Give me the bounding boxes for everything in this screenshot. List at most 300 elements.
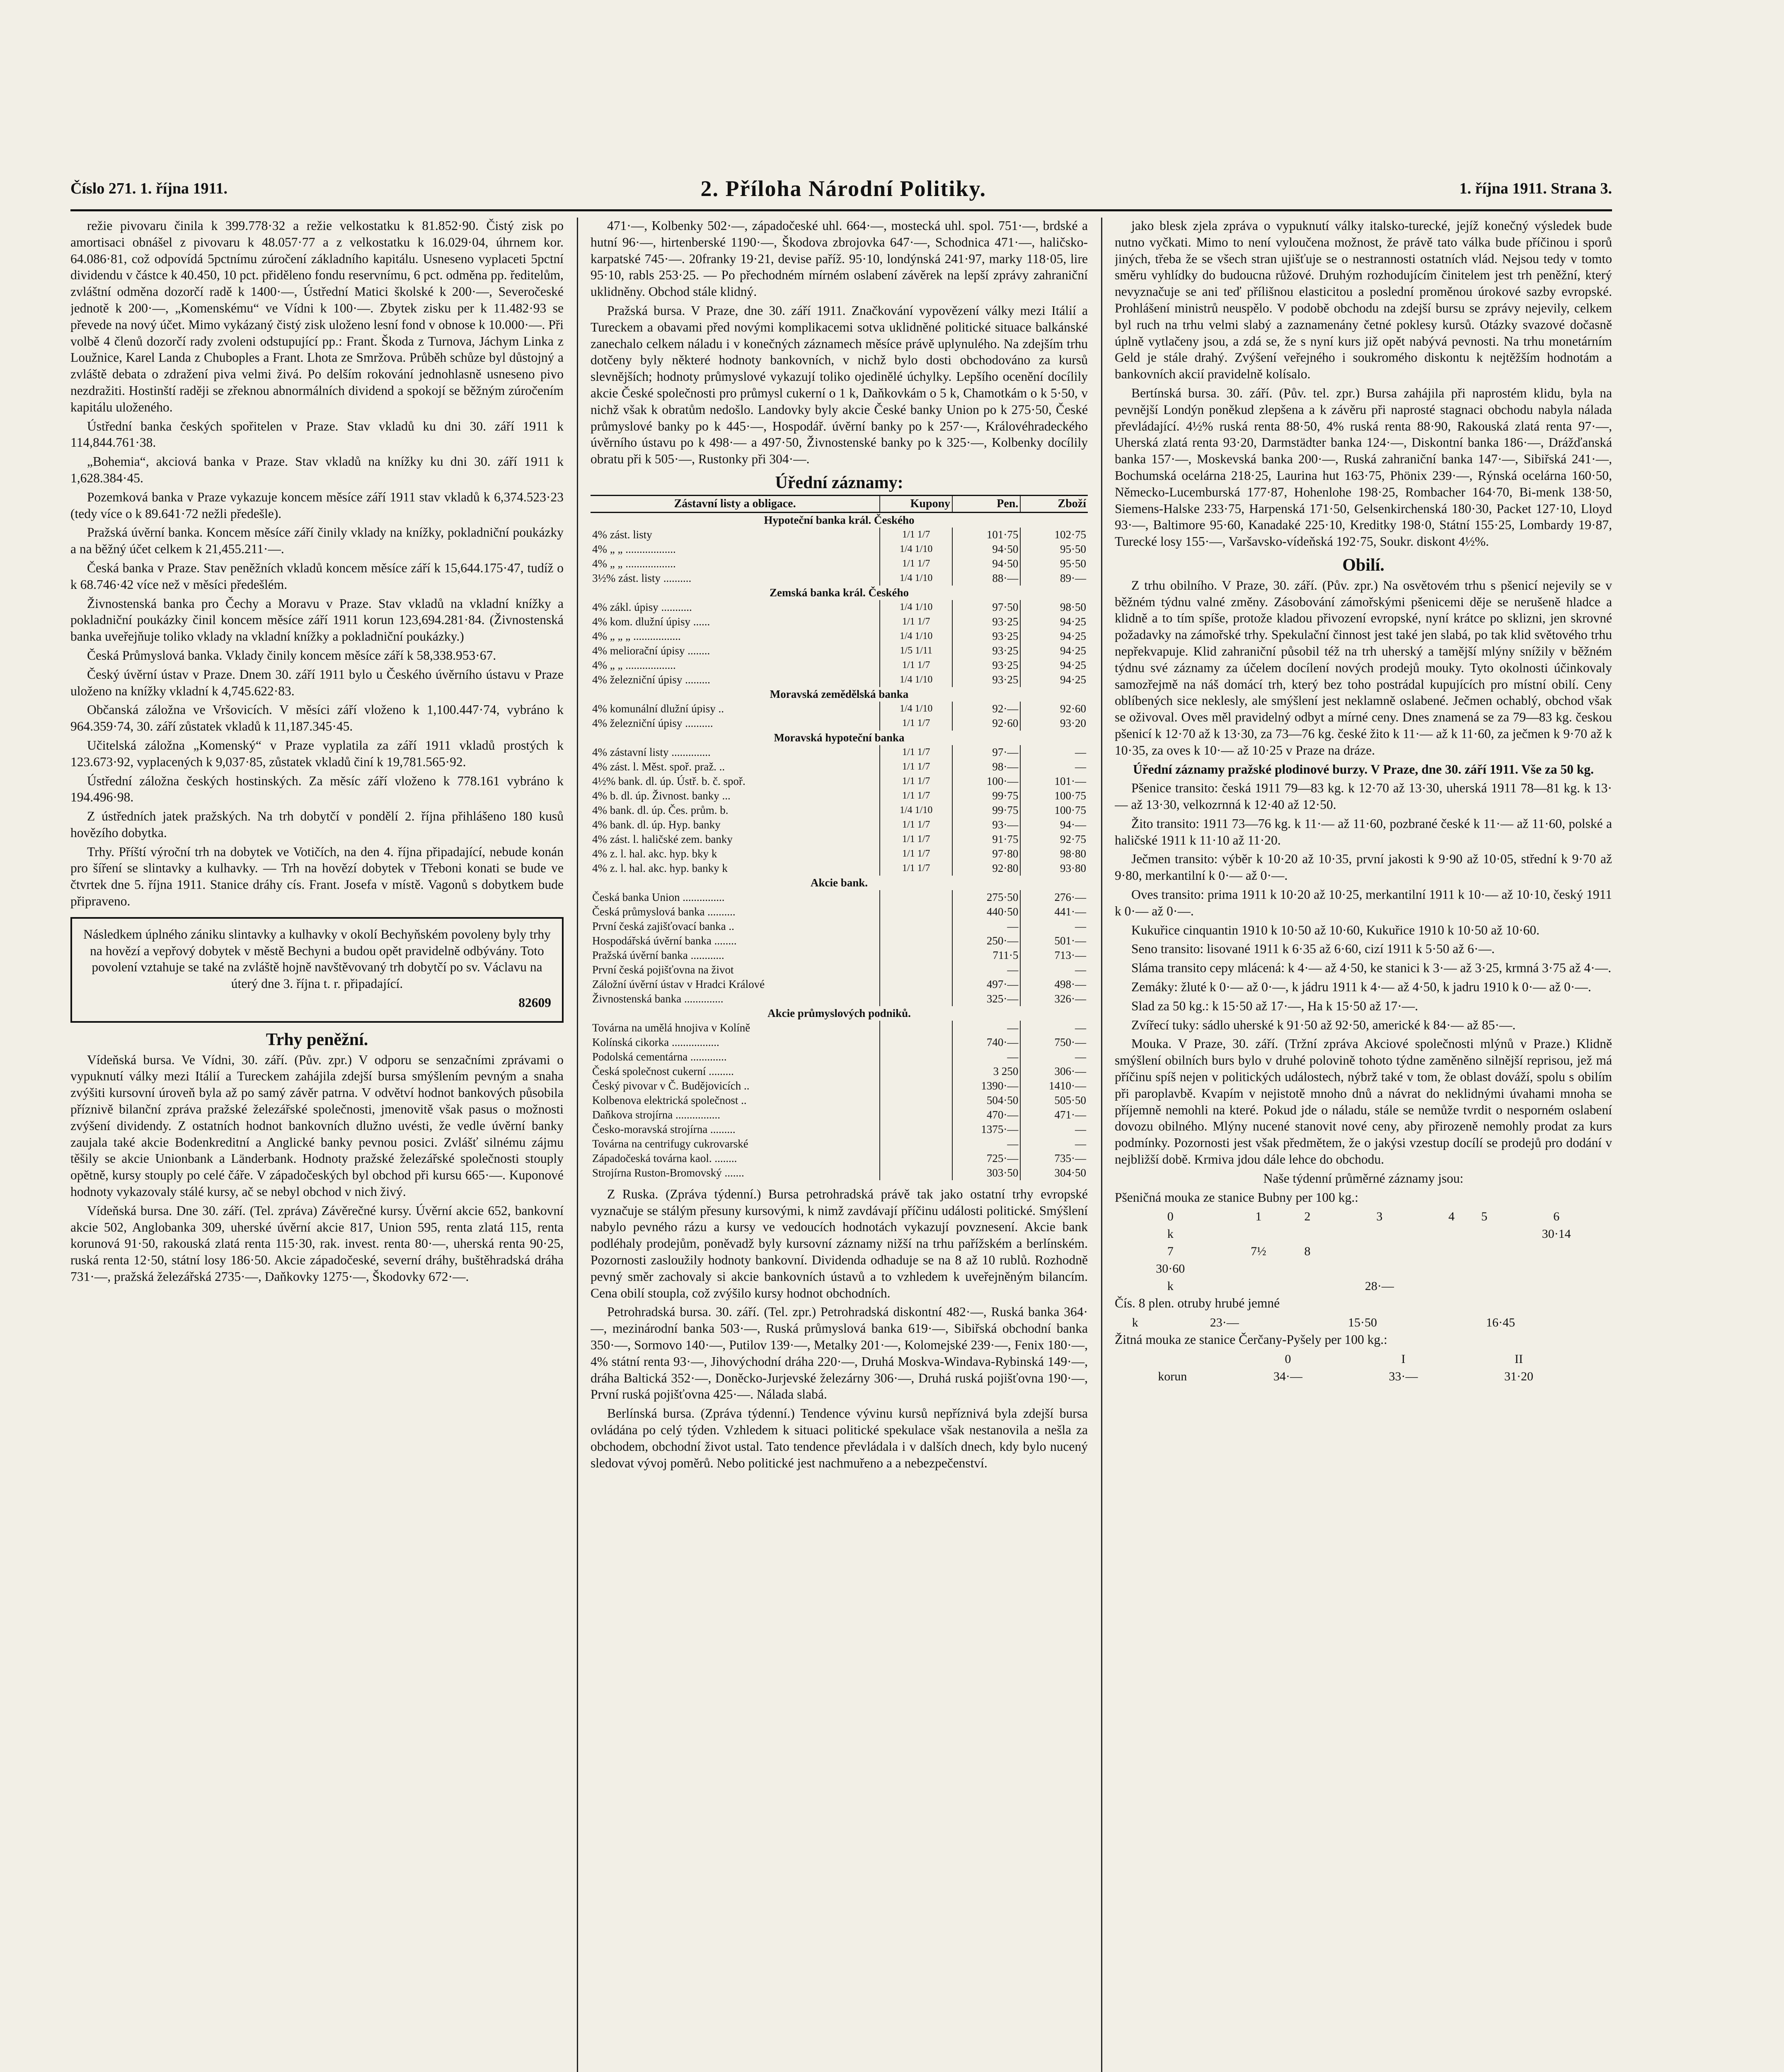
table-row [591,789,1088,803]
table-cell-kupony [880,948,952,963]
table-cell-pen: 91·75 [952,832,1020,847]
th-pen: Pen. [952,495,1020,512]
table-cell-pen: 93·25 [952,673,1020,687]
mouka-values2-cell [1226,1260,1291,1278]
mouka-values2-cell: 30·60 [1156,1262,1185,1276]
column-rule-1 [577,218,578,2072]
table-cell-name: 4% bank. dl. úp. Čes. prům. b. [592,804,729,816]
mouka-values2-cell [1291,1260,1324,1278]
article-grain-market: Z trhu obilního. V Praze, 30. září. (Pův. zpr.) Na osvětovém trhu s pšenicí nejevily se v běžném týdnu valné změny. Zásobování zámořskými pšenicemi děje se nerušeně hladce a klidně a to tím spíše, protože kladou přivození evropské, nyní krátce po sklizni, jen skrovné požadavky na zámořské trhy. Spekulační činnost jest také jen slabá, po tak klid světového trhu nepřekvapuje. Klid zahraniční působil též na trh uherský a tamější mlýny snížily v běžném týdnu své záznamy za účelem docílení nových prodejů mouky. Tyto okolnosti účinkovaly samozřejmě na náš domácí trh, který bez toho postrádal kupujících pro místní obilí. Ceny oblíbených sice neklesly, ale smýšlení jest neklamně oslabené. Ječmen ochablý, obchod však se oživoval. Oves měl pravidelný odbyt a mírné ceny. Dnes znamená se za 79—83 kg. českou pšenicí k 12·70 až k 13·30, za 73—76 kg. české žito k 11·— až k 11·60, za ječmen k 9·70 až k 10·35, za oves k 10·— až 10·25 v Praze na dráze. [1115,578,1612,758]
mouka-header-cell: 6 [1553,1210,1560,1224]
table-cell-name: Hospodářská úvěrní banka ........ [592,934,737,947]
table-row [591,629,1088,644]
header-page: 1. října 1911. Strana 3. [1459,180,1612,197]
table-cell-pen: 97·50 [952,600,1020,615]
grain-psenice: Pšenice transito: česká 1911 79—83 kg. k 12·70 až 13·30, uherská 1911 78—81 kg. k 13·— až 13·30, velkozrnná k 12·40 až 12·50. [1115,781,1612,812]
table-cell-zbozi: 89·— [1020,571,1088,586]
table-cell-zbozi: 95·50 [1020,542,1088,557]
table-cell-pen: 101·75 [952,528,1020,542]
table-cell-zbozi: — [1020,1050,1088,1064]
table-cell-name: Kolbenova elektrická společnost .. [592,1094,747,1106]
table-cell-zbozi: 93·20 [1020,716,1088,731]
table-section-row [591,876,1088,890]
mouka-summary-title: Naše týdenní průměrné záznamy jsou: [1263,1171,1464,1186]
table-cell-name: Záložní úvěrní ústav v Hradci Králové [592,978,765,990]
article-rusko: Z Ruska. (Zpráva týdenní.) Bursa petrohradská právě tak jako ostatní trhy evropské vyznačuje se stálým přesuny kursovými, k nimž zavdávají příčinu události politické. Smýšlení nabylo pevného rázu a kursy ve vedoucích hodnotách vykazují povznesení. Akcie bank podléhaly prodejům, poněvadž byly kursovní záznamy nižší na trhu pařížském a berlínském. Pozornosti zasloužily hodnoty bankovní. Dividenda odhaduje se na 8 až 10 rublů. Rozhodně pevný směr zachovaly si akcie bankovních ústavů a to vzhledem k uveřejněným bilancím. Cena obilí stoupla, což zvýšilo kursy hodnot obchodních. [591,1186,1088,1300]
table-cell-kupony: 1/1 1/7 [880,847,952,861]
zito-header-cell: II [1514,1352,1523,1366]
mouka-values2-cell [1324,1260,1435,1278]
table-cell-zbozi: 94·25 [1020,658,1088,673]
quotes-body [591,512,1088,1180]
table-cell-zbozi: 92·60 [1020,702,1088,716]
mouka-header2-cell [1324,1243,1435,1260]
zito-values-cell [1576,1368,1588,1385]
article-pozemkova: Pozemková banka v Praze vykazuje koncem měsíce září 1911 stav vkladů k 6,374.523·23 (tedy více o k 89.641·72 nežli předešle). [70,489,564,521]
zito-values-row [1115,1368,1612,1385]
otruby-values-cell: 23·— [1210,1316,1239,1330]
article-videnska-bursa: Vídeňská bursa. Ve Vídni, 30. září. (Pův. zpr.) V odporu se senzačními zprávami o vypuknutí války mezi Itálií a Tureckem zahájila zdejší bursa smýšlením pevným a snaha zvýšiti kursovní úroveň byla až po samý závěr patrna. V odvětví hodnot bankových působila příznivě bilanční zpráva pražské železářské společnosti, jmenovitě však pasus o možnosti zvýšení dividendy. Z ostatních hodnot bankovních dlužno uvésti, že vedle úvěrní banky zaujala také akcie Bodenkreditní a Anglické banky pevnou posici. Zvlášť silnému zájmu těšily se akcie Unionbank a Länderbank. Hodnoty pražské železářské společnosti stouply opětně, kursy stouply po celé čáře. V západočeských byl obchod při kursu 665·—. Kuponové hodnoty vykazovaly stálé kursy, ač se nebyl obchod v nich živý. [70,1052,564,1199]
table-cell-kupony: 1/1 1/7 [880,658,952,673]
table-cell-name: 4% zástavní listy .............. [592,746,711,758]
table-cell-kupony [880,890,952,905]
table-cell-kupony [880,934,952,948]
zito-values-cell: korun [1158,1370,1187,1384]
article-trhy: Trhy. Příští výroční trh na dobytek ve Votičích, na den 4. října připadající, nebude konán pro šíření se slintavky a kulhavky. — Trh na hovězí dobytek v Třeboni konati se bude ve čtvrtek dne 5. října 1911. Stanice dráhy cís. Frant. Josefa v místě. Vagonů s dobytkem bude připraveno. [70,844,564,909]
column-rule-2 [1101,218,1102,2072]
table-row [591,1122,1088,1137]
table-cell-name: Český pivovar v Č. Budějovicích .. [592,1079,750,1092]
table-cell-kupony: 1/4 1/10 [880,571,952,586]
article-zivnostenska: Živnostenská banka pro Čechy a Moravu v Praze. Stav vkladů na vkladní knížky a pokladniční poukázky činil koncem měsíce září 1911 korun 123,694.281·84. (Živnostenská banka uveřejňuje toliko vklady na vkladní knížky a pokladniční poukázky.) [70,596,564,644]
table-cell-zbozi: 92·75 [1020,832,1088,847]
table-cell-zbozi: 102·75 [1020,528,1088,542]
table-row [591,571,1088,586]
otruby-values-row [1115,1314,1612,1331]
quotes-table [591,495,1088,1180]
article-ucitelska-zalozna: Učitelská záložna „Komenský“ v Praze vyplatila za září 1911 vkladů prostých k 123.673·92, vyplacených k 9,037·85, zůstatek vkladů činí k 19,781.565·92. [70,738,564,769]
table-cell-name: 4% „ „ .................. [592,542,676,555]
table-cell-zbozi: 276·— [1020,890,1088,905]
th-name: Zástavní listy a obligace. [591,495,880,512]
table-cell-kupony [880,977,952,992]
mouka-values3-cell: 28·— [1365,1279,1394,1293]
table-cell-zbozi: 94·25 [1020,615,1088,629]
table-cell-name: 4% „ „ .................. [592,557,676,570]
table-section-label: Moravská hypoteční banka [774,731,905,744]
mouka-header2-cell: 7½ [1251,1244,1266,1259]
table-cell-zbozi: 100·75 [1020,803,1088,818]
table-cell-name: Česká průmyslová banka .......... [592,905,736,918]
article-ceska-prumyslova: Česká Průmyslová banka. Vklady činily koncem měsíce září k 58,338.953·67. [87,648,496,663]
table-row [591,818,1088,832]
table-cell-pen: 3 250 [952,1064,1020,1079]
table-cell-zbozi: 498·— [1020,977,1088,992]
table-cell-name: 4½% bank. dl. úp. Ústř. b. č. spoř. [592,775,746,787]
table-cell-kupony: 1/1 1/7 [880,789,952,803]
table-title: Úřední záznamy: [775,473,903,492]
table-section-row [591,1006,1088,1021]
mouka-header-cell: 3 [1376,1210,1383,1224]
mouka-header-cell: 0 [1167,1210,1174,1224]
table-cell-pen: 88·— [952,571,1020,586]
zito-header-cell [1588,1351,1600,1368]
mouka-values2-cell [1468,1260,1501,1278]
table-row [591,948,1088,963]
table-cell-name: 4% kom. dlužní úpisy ...... [592,615,710,628]
table-cell-pen: 98·— [952,760,1020,774]
table-row [591,760,1088,774]
mouka-values-cell [1291,1225,1324,1243]
page-header [70,172,1612,205]
grain-oves: Oves transito: prima 1911 k 10·20 až 10·25, merkantilní 1911 k 10·— až 10·10, český 1911 k 0·— až 0·—. [1115,887,1612,918]
table-row [591,716,1088,731]
mouka-header-cell: 4 [1448,1210,1455,1224]
mouka-values2-cell [1435,1260,1468,1278]
table-cell-zbozi: 94·— [1020,818,1088,832]
mouka-header2-cell [1501,1243,1612,1260]
mouka-values-cell [1226,1225,1291,1243]
table-cell-name: 4% zást. l. haličské zem. banky [592,833,733,845]
table-cell-name: Daňkova strojírna ................ [592,1108,720,1121]
table-row [591,673,1088,687]
mouka-values3-cell [1468,1278,1501,1295]
mouka-zitna-caption: Žitná mouka ze stanice Čerčany-Pyšely per 100 kg.: [1115,1332,1387,1347]
article-war-news: jako blesk zjela zpráva o vypuknutí války italsko-turecké, jejíž konečný výsledek bude nutno vyčkati. Mimo to není vyloučena možnost, že právě tato válka bude příčinou i sporů jiných, třeba že se všech stran ujišťuje se o nestrannosti ostatních vlád. Nejsou tedy v tomto směru vyhlídky do budoucna růžové. Druhým rozhodujícím činitelem jest trh peněžní, který nevyznačuje se ani teď přílišnou elasticitou a poslední proměnou úrokové sazby evropské. Prohlášení ministrů neuspělo. V podobě obchodu na zdejší bursu se zprávy nejevily, celkem byl ruch na trhu velmi slabý a zaznamenány četné poklesy kursů. Otázky svazové dočasně úplně vytlačeny jsou, a zdá se, že s nyní kurs již opět nabývá pevnosti. Na trhu monetárním Geld je stále drahý. Zvýšení veřejného i soukromého diskontu k nejtěžším hodnotám a bankovních akcií pravidelně kolísalo. [1115,218,1612,382]
table-cell-name: 4% železniční úpisy .......... [592,716,713,729]
article-berlinska: Berlínská bursa. (Zpráva týdenní.) Tendence vývinu kursů nepříznivá byla zdejší bursa ovládána po celý týden. Vzhledem k situaci politické spekulace však nestanovila a nešla za obchodem, obchodní život ustal. Tato tendence převládala i v dalších dnech, kdy bylo nucený sledovat vývoj poměrů. Nebo politické jest nachmuřeno a a nebezpečenství. [591,1406,1088,1470]
mouka-values3-cell [1226,1278,1291,1295]
table-section-row [591,687,1088,702]
table-row [591,992,1088,1006]
table-cell-name: 4% z. l. hal. akc. hyp. bky k [592,847,717,860]
table-cell-zbozi: — [1020,760,1088,774]
article-petrohradska: Petrohradská bursa. 30. září. (Tel. zpr.) Petrohradská diskontní 482·—, Ruská banka 364·—, mezinárodní banka 503·—, Ruská průmyslová banka 619·—, Sibiřská obchodní banka 350·—, Sormovo 140·—, Putilov 139·—, Metalky 201·—, Kolomejské 239·—, Fenix 180·—, 4% státní renta 93·—, Jihovýchodní dráha 220·—, Druhá Moskva-Windava-Rybinská 149·—, dráha Baltická 352·—, Doněcko-Jurjevské železárny 306·—, Druhá ruská pojišťovna 190·—, První ruská pojišťovna 425·—. Nálada slabá. [591,1305,1088,1402]
table-row [591,1166,1088,1180]
section-title-money-markets: Trhy peněžní. [266,1030,368,1049]
mouka-values-cell [1468,1225,1501,1243]
table-cell-name: Továrna na centrifugy cukrovarské [592,1137,748,1150]
table-cell-zbozi: 94·25 [1020,673,1088,687]
notice-box [70,917,564,1023]
table-row [591,702,1088,716]
table-row [591,890,1088,905]
mouka-header2-cell: 7 [1167,1244,1174,1259]
table-cell-kupony: 1/4 1/10 [880,629,952,644]
otruby-table [1115,1314,1612,1331]
zito-header-cell [1576,1351,1588,1368]
table-cell-pen: 100·— [952,774,1020,789]
table-cell-kupony: 1/1 1/7 [880,818,952,832]
table-cell-pen: 303·50 [952,1166,1020,1180]
header-rule [70,209,1612,211]
table-cell-name: Podolská cementárna ............. [592,1050,727,1063]
newspaper-page [70,172,1612,2072]
table-cell-kupony: 1/1 1/7 [880,745,952,760]
table-cell-name: 4% „ „ „ ................. [592,629,681,642]
table-section-label: Moravská zemědělská banka [770,687,909,700]
table-cell-pen: 92·80 [952,861,1020,876]
table-cell-zbozi: — [1020,1137,1088,1151]
table-cell-pen: — [952,1050,1020,1064]
table-cell-zbozi: 94·25 [1020,629,1088,644]
table-row [591,528,1088,542]
article-uverni-ustav: Český úvěrní ústav v Praze. Dnem 30. září 1911 bylo u Českého úvěrního ústavu v Praze uloženo na knížky vkladní k 4,745.622·83. [70,667,564,698]
mouka-header2-cell: 8 [1304,1244,1311,1259]
article-brewery: režie pivovaru činila k 399.778·32 a režie velkostatku k 81.852·90. Čistý zisk po amortisaci obnášel z pivovaru k 48.057·77 a z velkostatku k 16.029·04, úhrnem kor. 64.086·81, což odpovídá 5pctnímu zúročení základního kapitálu. Usneseno vyplaceti 5pctní dividendu v částce k 40.450, 10 pct. přiděleno fondu reservnímu, 6 pct. odměna pp. ředitelům, zvláštní odměna dozorčí radě k 1400·—, Ústřední Matici školské k 200·—, Severočeské jednotě k 200·—, „Komenskému“ ve Vídni k 100·—. Zbytek zisku per k 11.482·93 se převede na nový účet. Mimo vykázaný čistý zisk uloženo lesní fond v obnose k 10.000·—. Při volbě 4 členů dozorčí rady zvoleni odstupující pp.: Frant. Škoda z Turnova, Jáchym Linka z Loužnice, Karel Landa z Chuboples a Frant. Lhota ze Smržova. Průběh schůze byl důstojný a zvláště debata o zdražení piva velmi živá. Po delším rokování jednohlasně usneseno pivo nezdražiti. Hostinští raději se zřeknou abnormálních dividend a spokojí se běžným zúročením kapitálu uloženého. [70,218,564,414]
zito-header-cell: 0 [1285,1352,1291,1366]
mouka-values3-cell [1501,1278,1612,1295]
mouka-values2-cell [1501,1260,1612,1278]
table-cell-zbozi: 735·— [1020,1151,1088,1166]
table-cell-kupony [880,1122,952,1137]
table-cell-zbozi: 713·— [1020,948,1088,963]
table-cell-pen: 440·50 [952,905,1020,919]
zito-header-cell [1115,1351,1230,1368]
table-row [591,847,1088,861]
article-prazska-uverni: Pražská úvěrní banka. Koncem měsíce září činily vklady na knížky, pokladniční poukázky a na běžný účet celkem k 21,455.211·—. [70,525,564,557]
article-bohemia: „Bohemia“, akciová banka v Praze. Stav vkladů na knížky ku dni 30. září 1911 k 1,628.384·45. [70,454,564,485]
table-row [591,1093,1088,1108]
table-cell-zbozi: 1410·— [1020,1079,1088,1093]
table-cell-zbozi: 98·50 [1020,600,1088,615]
table-cell-zbozi: 306·— [1020,1064,1088,1079]
table-cell-name: 4% komunální dlužní úpisy .. [592,702,724,715]
table-cell-kupony [880,1108,952,1122]
grain-seno: Seno transito: lisované 1911 k 6·35 až 6·60, cizí 1911 k 5·50 až 6·—. [1131,942,1495,956]
table-cell-name: 4% b. dl. úp. Živnost. banky ... [592,789,731,802]
table-cell-name: 4% zákl. úpisy ........... [592,600,692,613]
table-cell-name: První česká zajišťovací banka .. [592,920,734,932]
table-cell-kupony [880,1064,952,1079]
table-cell-name: 4% meliorační úpisy ........ [592,644,710,657]
mouka-values3-cell [1435,1278,1468,1295]
section-title-grain: Obilí. [1342,555,1385,575]
header-title: 2. Příloha Národní Politiky. [700,176,987,201]
table-row [591,1137,1088,1151]
table-cell-name: Strojírna Ruston-Bromovský ....... [592,1166,744,1179]
grain-kukurice: Kukuřice cinquantin 1910 k 10·50 až 10·60, Kukuřice 1910 k 10·50 až 10·60. [1131,922,1540,937]
table-cell-pen: 325·— [952,992,1020,1006]
mouka-psenicna-caption: Pšeničná mouka ze stanice Bubny per 100 kg.: [1115,1190,1358,1205]
table-cell-kupony [880,905,952,919]
table-cell-kupony [880,1021,952,1035]
article-berlin-bursa: Bertínská bursa. 30. září. (Pův. tel. zpr.) Bursa zahájila při naprostém klidu, byla na pevnější Londýn poněkud zlepšena a k závěru při naprosté stagnaci obchodu nabyla nálada převládající. 4½% ruská renta 88·50, 4% ruská renta 88·90, Rakouská zlatá renta 97·—, Uherská zlatá renta 93·20, Darmstädter banka 124·—, Diskontní banka 186·—, Drážďanská banka 157·—, Moskevská banka 200·—, Ruská zahraniční banka 147·—, Sibiřská 241·—, Bochumská ocelárna 218·25, Laurina hut 163·75, Phönix 239·—, Rýnská ocelárna 160·50, Německo-Lucemburská 177·87, Hohenlohe 198·25, Rombacher 164·70, Bi-menk 138·50, Siemens-Halske 233·75, Harpenská 171·50, Gelsenkirchenská 180·30, Packet 127·10, Lloyd 93·—, Baltimore 95·60, Kanadaké 225·10, Kreditky 198·0, Státní 155·25, Lombardy 19·87, Turecké losy 155·—, Varšavsko-vídeňská 192·75, Soukr. diskont 4½%. [1115,385,1612,549]
grain-jecmen: Ječmen transito: výběr k 10·20 až 10·35, první jakosti k 9·90 až 10·05, střední k 9·70 až 9·80, merkantilní k 0·— až 0·—. [1115,852,1612,883]
table-cell-zbozi: 93·80 [1020,861,1088,876]
table-cell-pen: 94·50 [952,557,1020,571]
table-cell-kupony: 1/1 1/7 [880,832,952,847]
mouka-header2-cell [1435,1243,1468,1260]
table-cell-zbozi: 98·80 [1020,847,1088,861]
table-cell-kupony: 1/1 1/7 [880,861,952,876]
table-cell-kupony: 1/4 1/10 [880,673,952,687]
table-cell-name: První česká pojišťovna na život [592,963,734,976]
mouka-values3-cell: k [1167,1279,1174,1293]
table-cell-pen: 93·25 [952,615,1020,629]
th-kupony: Kupony [880,495,952,512]
table-row [591,1151,1088,1166]
table-row [591,600,1088,615]
table-cell-pen: 1390·— [952,1079,1020,1093]
table-cell-kupony [880,919,952,934]
table-cell-zbozi: 501·— [1020,934,1088,948]
table-cell-kupony: 1/1 1/7 [880,615,952,629]
zito-values-cell [1588,1368,1600,1385]
table-cell-pen: 93·25 [952,644,1020,658]
table-row [591,1108,1088,1122]
table-section-row [591,731,1088,745]
table-cell-pen: 275·50 [952,890,1020,905]
table-cell-kupony: 1/4 1/10 [880,542,952,557]
table-row [591,745,1088,760]
table-cell-pen: 740·— [952,1035,1020,1050]
zito-values-cell [1600,1368,1612,1385]
table-cell-name: 3½% zást. listy .......... [592,571,692,584]
notice-code: 82609 [518,995,551,1010]
table-section-label: Zemská banka král. Českého [769,586,909,599]
mouka-header-row [1115,1208,1612,1225]
table-cell-zbozi: 100·75 [1020,789,1088,803]
table-row [591,963,1088,977]
zito-values-cell: 31·20 [1504,1370,1533,1384]
table-row [591,905,1088,919]
column-2 [591,218,1088,2072]
table-cell-pen: 470·— [952,1108,1020,1122]
table-cell-kupony: 1/1 1/7 [880,760,952,774]
table-cell-pen: — [952,963,1020,977]
table-cell-kupony: 1/1 1/7 [880,774,952,789]
table-cell-zbozi: 750·— [1020,1035,1088,1050]
table-cell-zbozi: 101·— [1020,774,1088,789]
mouka-zitna-table [1115,1351,1612,1385]
table-row [591,832,1088,847]
table-row [591,774,1088,789]
table-cell-zbozi: 304·50 [1020,1166,1088,1180]
table-cell-kupony [880,1137,952,1151]
otruby-values-cell [1584,1314,1598,1331]
table-cell-pen: 99·75 [952,803,1020,818]
article-hostinskych: Ústřední záložna českých hostinských. Za měsíc září vloženo k 778.161 vybráno k 194.496·98. [70,773,564,805]
table-cell-pen: 497·— [952,977,1020,992]
table-cell-zbozi: 95·50 [1020,557,1088,571]
table-cell-kupony: 1/1 1/7 [880,528,952,542]
zito-header-row [1115,1351,1612,1368]
table-row [591,542,1088,557]
table-cell-name: Kolínská cikorka ................. [592,1036,719,1048]
mouka-values-cell [1324,1225,1435,1243]
table-cell-pen: 725·— [952,1151,1020,1166]
table-cell-name: Továrna na umělá hnojiva v Kolíně [592,1021,750,1034]
table-section-label: Hypoteční banka král. Českého [764,513,915,526]
table-cell-zbozi: — [1020,1122,1088,1137]
table-cell-name: Česká banka Union ............... [592,891,725,903]
table-cell-name: 4% bank. dl. úp. Hyp. banky [592,818,721,831]
table-cell-kupony [880,1151,952,1166]
article-obcanska-zalozna: Občanská záložna ve Vršovicích. V měsíci září vloženo k 1,100.447·74, vybráno k 964.359·74, 30. září zůstatek vkladů k 11,187.345·45. [70,702,564,734]
table-cell-pen: 92·— [952,702,1020,716]
notice-text: Následkem úplného zániku slintavky a kulhavky v okolí Bechyňském povoleny byly trhy na hovězí a vepřový dobytek v městě Bechyni a budou opět pravidelně odbývány. Toto povolení vztahuje se také na zvláště hojně navštěvovaný trh dobytčí po sv. Václavu na úterý dne 3. října t. r. připadající. [83,927,551,991]
table-cell-name: Živnostenská banka .............. [592,992,724,1005]
zito-header-cell: I [1401,1352,1406,1366]
table-cell-zbozi: — [1020,919,1088,934]
table-row [591,919,1088,934]
otruby-caption: Čís. 8 plen. otruby hrubé jemné [1115,1296,1280,1311]
otruby-values-cell [1570,1314,1584,1331]
table-cell-name: 4% z. l. hal. akc. hyp. banky k [592,862,728,874]
table-row [591,803,1088,818]
table-cell-zbozi: — [1020,745,1088,760]
table-cell-kupony: 1/4 1/10 [880,600,952,615]
table-row [591,1021,1088,1035]
table-row [591,1035,1088,1050]
table-cell-pen: 92·60 [952,716,1020,731]
table-cell-pen: 97·80 [952,847,1020,861]
grain-zito: Žito transito: 1911 73—76 kg. k 11·— až 11·60, pozbrané české k 11·— až 11·60, polské a haličské 1911 k 11·10 až 11·20. [1115,816,1612,847]
table-section-row [591,586,1088,600]
article-videnska-kursy: Vídeňská bursa. Dne 30. září. (Tel. zpráva) Závěrečné kursy. Úvěrní akcie 652, bankovní akcie 502, Anglobanka 309, uherské úvěrní akcie 817, Union 595, renta zlatá 115, renta korunová 91·50, rakouská zlatá renta 115·30, rak. invest. renta 80·—, uherská renta 90·25, ruská renta 12·50, státní losy 186·50. Akcie západočeské, severní dráhy, buštěhradská dráha 731·—, pražská železářská 2735·—, Daňkovky 1275·—, Škodovky 672·—. [70,1203,564,1284]
table-section-label: Akcie průmyslových podniků. [767,1007,911,1019]
table-cell-pen: 93·25 [952,658,1020,673]
table-row [591,1050,1088,1064]
mouka-values2-row [1115,1260,1612,1278]
mouka-header-cell: 2 [1304,1210,1311,1224]
table-cell-zbozi: 471·— [1020,1108,1088,1122]
mouka-values-cell: k [1167,1227,1174,1241]
table-cell-zbozi: 94·25 [1020,644,1088,658]
table-cell-name: 4% železniční úpisy ......... [592,673,710,686]
table-cell-kupony: 1/1 1/7 [880,557,952,571]
table-cell-kupony [880,1035,952,1050]
mouka-values-cell: 30·14 [1542,1227,1571,1241]
article-vienna-close: 471·—, Kolbenky 502·—, západočeské uhl. 664·—, mostecká uhl. spol. 751·—, brdské a hutní 96·—, hirtenberské 1190·—, Škodova zbrojovka 647·—, Schodnica 471·—, haličsko-karpatské 745·—. 20franky 19·21, devise paříž. 95·10, londýnská 241·97, marky 118·05, lire 95·10, rabls 253·25. — Po přechodném mírném oslabení závěrek na lepší zprávy zahraniční uklidněny. Obchod stále klidný. [591,218,1088,299]
table-cell-zbozi: — [1020,1021,1088,1035]
column-1 [70,218,564,2072]
header-issue: Číslo 271. 1. října 1911. [70,180,228,197]
table-row [591,658,1088,673]
table-cell-zbozi: — [1020,963,1088,977]
mouka-header2-cell [1468,1243,1501,1260]
mouka-values-cell [1435,1225,1468,1243]
table-row [591,1079,1088,1093]
table-cell-pen: — [952,919,1020,934]
table-row [591,934,1088,948]
table-cell-pen: 504·50 [952,1093,1020,1108]
article-ceska-banka: Česká banka v Praze. Stav peněžních vkladů koncem měsíce září k 15,644.175·47, tudíž o k 68.746·42 více než v měsíci předešlém. [70,560,564,592]
th-zbozi: Zboží [1020,495,1088,512]
table-cell-pen: 93·— [952,818,1020,832]
grain-tuky: Zvířecí tuky: sádlo uherské k 91·50 až 92·50, americké k 84·— až 85·—. [1131,1017,1516,1032]
zito-header-cell [1600,1351,1612,1368]
table-cell-pen: 97·— [952,745,1020,760]
table-cell-pen: — [952,1137,1020,1151]
article-ustredni-banka: Ústřední banka českých spořitelen v Praze. Stav vkladů ku dni 30. září 1911 k 114,844.761·38. [70,419,564,450]
table-cell-pen: 711·5 [952,948,1020,963]
table-cell-zbozi: 505·50 [1020,1093,1088,1108]
mouka-values3-row [1115,1278,1612,1295]
table-cell-kupony: 1/4 1/10 [880,803,952,818]
table-cell-kupony [880,992,952,1006]
table-cell-name: 4% zást. listy [592,528,652,541]
column-3 [1115,218,1612,2072]
table-cell-kupony [880,1050,952,1064]
table-cell-name: Západočeská továrna kaol. ........ [592,1152,737,1164]
table-row [591,557,1088,571]
table-cell-kupony: 1/4 1/10 [880,702,952,716]
article-prazska-bursa: Pražská bursa. V Praze, dne 30. září 1911. Značkování vypovězení války mezi Itálií a Tureckem a obavami před novými komplikacemi sotva uklidněné politické situace balkánské zanechalo celkem náladu i v konečných záznamech měsíce právě uplynulého. Na zdejším trhu dotčeny byly některé hodnoty bankovních, v nichž bylo dosti obchodováno za kursů slevnějších; hodnoty průmyslové vykazují toliko ojedinělé úchylky. Lepšího ocenění docílily akcie České společnosti pro průmysl cukerní o 1 k, Daňkovkám o 5 k, Chamotkám o k 5·50, v nichž však k obratům nedošlo. Landovky byly akcie České banky Union po k 275·50, České průmyslové banky po k 445·—, Hospodář. úvěrní banky po k 257·—, Královéhradeckého úvěrního ústavu po k 498·— a 497·50, Živnostenské banky po k 325·—, Kolbenky docílily obratu při k 505·—, Rustonky při 304·—. [591,303,1088,467]
otruby-values-cell: 15·50 [1348,1316,1377,1330]
mouka-header-cell: 1 [1255,1210,1262,1224]
